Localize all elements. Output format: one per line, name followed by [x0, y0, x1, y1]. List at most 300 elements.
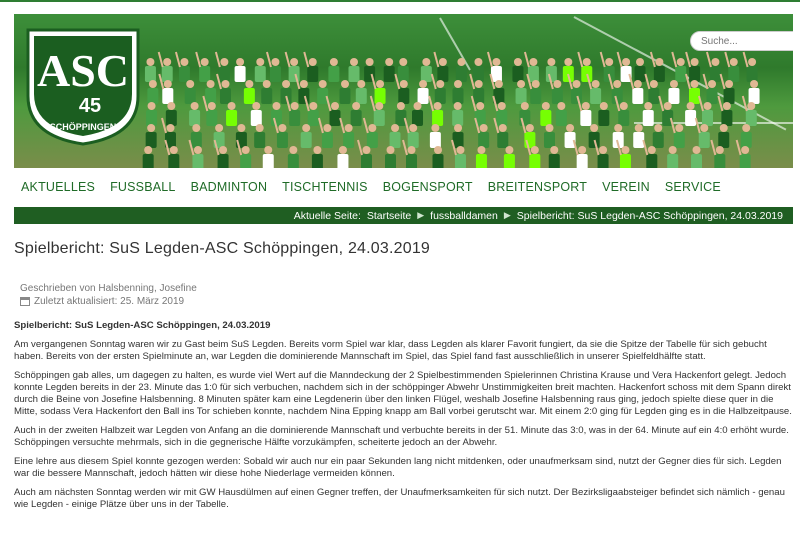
player-arm: [196, 52, 200, 67]
player-head: [166, 124, 174, 132]
player-figure: [185, 88, 196, 104]
player-head: [408, 146, 416, 154]
player-figure: [322, 132, 333, 148]
player-figure: [580, 110, 591, 126]
player-arm: [744, 52, 748, 67]
player-figure: [418, 88, 429, 104]
player-head: [675, 124, 683, 132]
player-figure: [702, 110, 713, 126]
article-paragraph: Auch am nächsten Sonntag werden wir mit GW Hausdülmen auf einen Gegner treffen, der Unaufmerksamkeiten für sich nutzt. Der Bezirksligaabsteiger befindet sich nämlich - genau wie Legden - einige Plätze über uns in der Tabelle.: [14, 487, 785, 510]
player-arm: [737, 140, 741, 155]
page-title: Spielbericht: SuS Legden-ASC Schöppingen, 24.03.2019: [14, 240, 431, 257]
player-figure: [497, 132, 508, 148]
player-arm: [371, 96, 375, 111]
player-arm: [358, 140, 362, 155]
player-head: [648, 146, 656, 154]
player-figure: [571, 88, 582, 104]
player-head: [566, 124, 574, 132]
player-head: [236, 58, 244, 66]
player-head: [654, 124, 662, 132]
player-figure: [643, 110, 654, 126]
player-head: [635, 124, 643, 132]
player-figure: [328, 66, 339, 82]
player-head: [526, 124, 534, 132]
nav-item-bogensport[interactable]: BOGENSPORT: [382, 180, 473, 194]
player-head: [700, 124, 708, 132]
calendar-icon: [20, 297, 30, 306]
player-figure: [691, 154, 702, 168]
player-head: [531, 146, 539, 154]
player-figure: [530, 88, 541, 104]
player-arm: [525, 52, 529, 67]
player-head: [419, 80, 427, 88]
player-figure: [598, 154, 609, 168]
player-head: [750, 80, 758, 88]
player-head: [385, 58, 393, 66]
player-figure: [244, 88, 255, 104]
player-figure: [349, 66, 360, 82]
player-figure: [432, 110, 443, 126]
player-arm: [659, 96, 663, 111]
player-arm: [488, 52, 492, 67]
player-head: [309, 58, 317, 66]
player-arm: [319, 118, 323, 133]
player-head: [573, 80, 581, 88]
player-figure: [162, 66, 173, 82]
player-figure: [496, 110, 507, 126]
player-head: [620, 102, 628, 110]
player-head: [208, 102, 216, 110]
player-figure: [741, 132, 752, 148]
player-figure: [146, 110, 157, 126]
player-figure: [367, 132, 378, 148]
player-figure: [667, 154, 678, 168]
player-head: [323, 124, 331, 132]
player-figure: [308, 110, 319, 126]
player-head: [621, 146, 629, 154]
breadcrumb-label: Aktuelle Seite:: [293, 209, 361, 222]
player-head: [245, 80, 253, 88]
player-head: [691, 58, 699, 66]
player-arm: [618, 52, 622, 67]
player-head: [366, 58, 374, 66]
player-head: [542, 102, 550, 110]
player-head: [431, 124, 439, 132]
player-figure: [261, 88, 272, 104]
player-figure: [281, 88, 292, 104]
player-figure: [478, 132, 489, 148]
player-figure: [598, 110, 609, 126]
player-head: [498, 102, 506, 110]
player-figure: [179, 66, 190, 82]
player-head: [476, 102, 484, 110]
author-text: Geschrieben von Halsbenning, Josefine: [20, 283, 197, 294]
player-head: [477, 146, 485, 154]
player-arm: [159, 52, 163, 67]
player-figure: [433, 154, 444, 168]
player-head: [670, 80, 678, 88]
player-head: [505, 146, 513, 154]
player-head: [693, 146, 701, 154]
player-figure: [590, 88, 601, 104]
player-figure: [589, 132, 600, 148]
player-figure: [620, 154, 631, 168]
player-figure: [235, 66, 246, 82]
main-nav: [14, 178, 793, 198]
player-figure: [289, 66, 300, 82]
breadcrumb-separator-icon: ▶: [503, 210, 511, 220]
breadcrumb-link-category[interactable]: fussballdamen: [430, 209, 498, 222]
player-head: [331, 102, 339, 110]
player-head: [345, 124, 353, 132]
player-figure: [473, 88, 484, 104]
player-head: [221, 80, 229, 88]
player-figure: [145, 66, 156, 82]
player-head: [599, 146, 607, 154]
player-figure: [456, 66, 467, 82]
player-head: [180, 58, 188, 66]
player-head: [339, 146, 347, 154]
player-figure: [524, 132, 535, 148]
player-head: [228, 102, 236, 110]
player-figure: [435, 88, 446, 104]
nav-item-aktuelles[interactable]: AKTUELLES: [21, 180, 96, 194]
player-figure: [455, 154, 466, 168]
player-figure: [147, 88, 158, 104]
player-head: [300, 80, 308, 88]
player-head: [456, 146, 464, 154]
player-head: [499, 124, 507, 132]
player-head: [582, 102, 590, 110]
player-figure: [529, 154, 540, 168]
header-banner: [14, 14, 793, 168]
player-figure: [689, 88, 700, 104]
player-figure: [263, 154, 274, 168]
player-figure: [192, 154, 203, 168]
player-figure: [374, 110, 385, 126]
player-figure: [312, 154, 323, 168]
player-figure: [219, 66, 230, 82]
player-head: [492, 58, 500, 66]
player-head: [414, 102, 422, 110]
player-figure: [577, 154, 588, 168]
player-figure: [618, 110, 629, 126]
player-figure: [707, 88, 718, 104]
player-figure: [452, 88, 463, 104]
player-head: [564, 58, 572, 66]
player-figure: [648, 88, 659, 104]
player-head: [271, 58, 279, 66]
player-figure: [168, 154, 179, 168]
player-figure: [473, 66, 484, 82]
player-head: [590, 124, 598, 132]
player-arm: [704, 74, 708, 89]
player-figure: [668, 88, 679, 104]
player-head: [357, 80, 365, 88]
article-meta: [20, 282, 197, 308]
player-head: [201, 58, 209, 66]
player-head: [272, 102, 280, 110]
player-figure: [476, 154, 487, 168]
player-head: [655, 58, 663, 66]
player-figure: [689, 66, 700, 82]
player-figure: [549, 154, 560, 168]
player-head: [256, 124, 264, 132]
player-figure: [452, 110, 463, 126]
player-figure: [406, 154, 417, 168]
player-arm: [578, 52, 582, 67]
player-figure: [504, 154, 515, 168]
player-head: [375, 102, 383, 110]
player-head: [207, 80, 215, 88]
player-head: [278, 124, 286, 132]
player-arm: [651, 52, 655, 67]
player-figure: [749, 88, 760, 104]
player-head: [600, 102, 608, 110]
player-head: [474, 58, 482, 66]
player-figure: [162, 88, 173, 104]
player-head: [264, 146, 272, 154]
player-figure: [255, 66, 266, 82]
top-accent-line: [0, 0, 800, 2]
article-paragraph: Eine lehre aus diesem Spiel konnte gezogen werden: Sobald wir auch nur ein paar Sekunden lang nicht mitdenken, oder unaufmerksam sind, nutzt der Gegner dies für sich. Legden war die bessere Mannschaft, jedoch hätten wir diese hohe Niederlage vermeiden können.: [14, 456, 782, 479]
player-head: [252, 102, 260, 110]
player-figure: [146, 132, 157, 148]
player-head: [309, 102, 317, 110]
player-head: [289, 146, 297, 154]
player-head: [237, 124, 245, 132]
team-photo-crowd: [134, 32, 774, 168]
svg-text:45: 45: [78, 95, 102, 117]
player-figure: [220, 88, 231, 104]
player-figure: [724, 88, 735, 104]
player-head: [352, 102, 360, 110]
player-figure: [699, 132, 710, 148]
player-figure: [343, 132, 354, 148]
player-arm: [686, 52, 690, 67]
player-head: [319, 80, 327, 88]
player-figure: [544, 132, 555, 148]
player-head: [550, 146, 558, 154]
player-head: [480, 124, 488, 132]
player-head: [532, 80, 540, 88]
player-arm: [725, 52, 729, 67]
player-figure: [199, 66, 210, 82]
player-arm: [432, 74, 436, 89]
player-head: [529, 58, 537, 66]
player-head: [557, 102, 565, 110]
player-head: [457, 58, 465, 66]
player-head: [167, 102, 175, 110]
player-head: [669, 146, 677, 154]
player-arm: [672, 52, 676, 67]
player-figure: [375, 88, 386, 104]
article-paragraph: Auch in der zweiten Halbzeit war Legden von Anfang an die dominierende Mannschaft und verbuchte bereits in der 51. Minute das 3:0, was in der 64. Minute auf ein 4:0 erhöht wurde. Schöppingen versuchte mehrmals, sich in die gegnerische Hälfte vorzukämpfen, scheiterte jedoch an der Abwehr.: [14, 425, 789, 448]
player-figure: [714, 154, 725, 168]
nav-item-verein[interactable]: VEREIN: [602, 180, 650, 194]
player-head: [186, 80, 194, 88]
player-arm: [711, 140, 715, 155]
player-figure: [390, 132, 401, 148]
player-head: [545, 124, 553, 132]
player-head: [220, 58, 228, 66]
player-figure: [254, 132, 265, 148]
nav-item-service[interactable]: SERVICE: [664, 180, 721, 194]
player-arm: [340, 118, 344, 133]
player-head: [313, 146, 321, 154]
player-arm: [162, 118, 166, 133]
player-head: [164, 80, 172, 88]
player-head: [350, 58, 358, 66]
player-figure: [728, 66, 739, 82]
breadcrumb-link-home[interactable]: Startseite: [366, 209, 412, 222]
player-figure: [685, 110, 696, 126]
player-head: [583, 58, 591, 66]
player-head: [725, 80, 733, 88]
player-figure: [398, 88, 409, 104]
player-head: [163, 58, 171, 66]
search-input[interactable]: [690, 31, 793, 51]
player-figure: [277, 132, 288, 148]
player-head: [742, 124, 750, 132]
player-figure: [271, 110, 282, 126]
player-head: [650, 80, 658, 88]
player-figure: [288, 154, 299, 168]
player-head: [454, 102, 462, 110]
player-head: [368, 124, 376, 132]
nav-item-tischtennis[interactable]: TISCHTENNIS: [282, 180, 368, 194]
player-head: [747, 102, 755, 110]
player-arm: [721, 74, 725, 89]
player-head: [422, 58, 430, 66]
player-figure: [552, 88, 563, 104]
player-figure: [633, 132, 644, 148]
player-head: [704, 102, 712, 110]
player-arm: [364, 118, 368, 133]
player-figure: [240, 154, 251, 168]
article-paragraph: Am vergangenen Sonntag waren wir zu Gast beim SuS Legden. Bereits vorm Spiel war klar, dass Legden als klarer Favorit fungiert, da sie die Spitze der Tabelle für sich gebucht haben. Bereits von der ersten Spielminute an, war Legden die dominierende Mannschaft im Spiel, das Spiel fand fast ausschließlich in unserer Spielfeldhälfte statt.: [14, 339, 767, 362]
player-head: [263, 80, 271, 88]
breadcrumb-separator-icon: ▶: [417, 210, 425, 220]
nav-item-breitensport[interactable]: BREITENSPORT: [487, 180, 588, 194]
player-head: [170, 146, 178, 154]
player-head: [475, 80, 483, 88]
nav-item-badminton[interactable]: BADMINTON: [190, 180, 268, 194]
player-head: [147, 124, 155, 132]
player-arm: [429, 96, 433, 111]
player-figure: [351, 110, 362, 126]
player-head: [192, 124, 200, 132]
player-figure: [166, 110, 177, 126]
player-head: [291, 102, 299, 110]
nav-item-fussball[interactable]: FUSSBALL: [110, 180, 176, 194]
player-head: [720, 124, 728, 132]
player-figure: [718, 132, 729, 148]
player-head: [644, 102, 652, 110]
player-figure: [740, 154, 751, 168]
player-head: [397, 102, 405, 110]
player-figure: [298, 88, 309, 104]
player-head: [387, 146, 395, 154]
player-head: [711, 58, 719, 66]
player-head: [219, 146, 227, 154]
player-head: [399, 58, 407, 66]
article-subhead: Spielbericht: SuS Legden-ASC Schöppingen, 24.03.2019: [14, 320, 271, 331]
player-head: [614, 124, 622, 132]
player-head: [242, 146, 250, 154]
player-head: [400, 80, 408, 88]
player-head: [748, 58, 756, 66]
player-arm: [176, 52, 180, 67]
player-head: [592, 80, 600, 88]
player-head: [144, 146, 152, 154]
player-figure: [653, 132, 664, 148]
player-arm: [718, 96, 722, 111]
player-figure: [674, 132, 685, 148]
player-figure: [337, 154, 348, 168]
player-head: [730, 58, 738, 66]
player-head: [454, 80, 462, 88]
player-arm: [643, 140, 647, 155]
player-head: [687, 102, 695, 110]
player-head: [708, 80, 716, 88]
player-figure: [646, 154, 657, 168]
player-figure: [270, 66, 281, 82]
player-head: [146, 58, 154, 66]
player-arm: [286, 52, 290, 67]
player-figure: [330, 110, 341, 126]
player-arm: [699, 96, 703, 111]
player-head: [636, 58, 644, 66]
player-figure: [512, 66, 523, 82]
updated-line: [20, 295, 197, 308]
player-figure: [519, 110, 530, 126]
player-head: [282, 80, 290, 88]
player-figure: [437, 66, 448, 82]
article-paragraph: Schöppingen gab alles, um dagegen zu halten, es wurde viel Wert auf die Manndeckung der 2 Spielbestimmenden Spielerinnen Christina Krause und Vera Hackenfort gelegt. Jedoch konnte Legden bereits in der 23. Minute das 1:0 für sich verbuchen, nachdem sich in der schöppinger Abwehr Unstimmigkeiten breit machten. Hackenfort schoss mit dem Spann direkt durch die Beine von Josefine Halsbenning. 8 Minuten später kam eine Legdenerin über den linken Flügel, weshalb Josefine Halsbenning raus ging, jedoch spielte diese quer in die Mitte, sodass Vera Hackenfort den Ball ins Tor schieben konnte, nachdem Nina Epping knapp am Ball vorbei gerutscht war. Mit einem 2:0 ging für Legden ging es in die Halbzeitpause.: [14, 370, 792, 417]
player-head: [553, 80, 561, 88]
player-head: [605, 58, 613, 66]
player-figure: [747, 66, 758, 82]
player-head: [664, 102, 672, 110]
author-line: [20, 282, 197, 295]
player-head: [723, 102, 731, 110]
player-head: [341, 80, 349, 88]
player-head: [194, 146, 202, 154]
player-figure: [654, 66, 665, 82]
player-head: [215, 124, 223, 132]
player-head: [362, 146, 370, 154]
player-figure: [412, 110, 423, 126]
player-head: [691, 80, 699, 88]
player-figure: [746, 110, 757, 126]
player-figure: [516, 88, 527, 104]
player-figure: [632, 88, 643, 104]
player-head: [613, 80, 621, 88]
player-head: [391, 124, 399, 132]
updated-text: Zuletzt aktualisiert: 25. März 2019: [34, 296, 185, 307]
player-figure: [189, 110, 200, 126]
player-figure: [143, 154, 154, 168]
player-figure: [398, 66, 409, 82]
player-figure: [421, 66, 432, 82]
svg-text:SCHÖPPINGEN: SCHÖPPINGEN: [49, 122, 117, 132]
player-head: [302, 124, 310, 132]
player-figure: [634, 66, 645, 82]
player-head: [409, 124, 417, 132]
player-head: [634, 80, 642, 88]
player-head: [521, 102, 529, 110]
